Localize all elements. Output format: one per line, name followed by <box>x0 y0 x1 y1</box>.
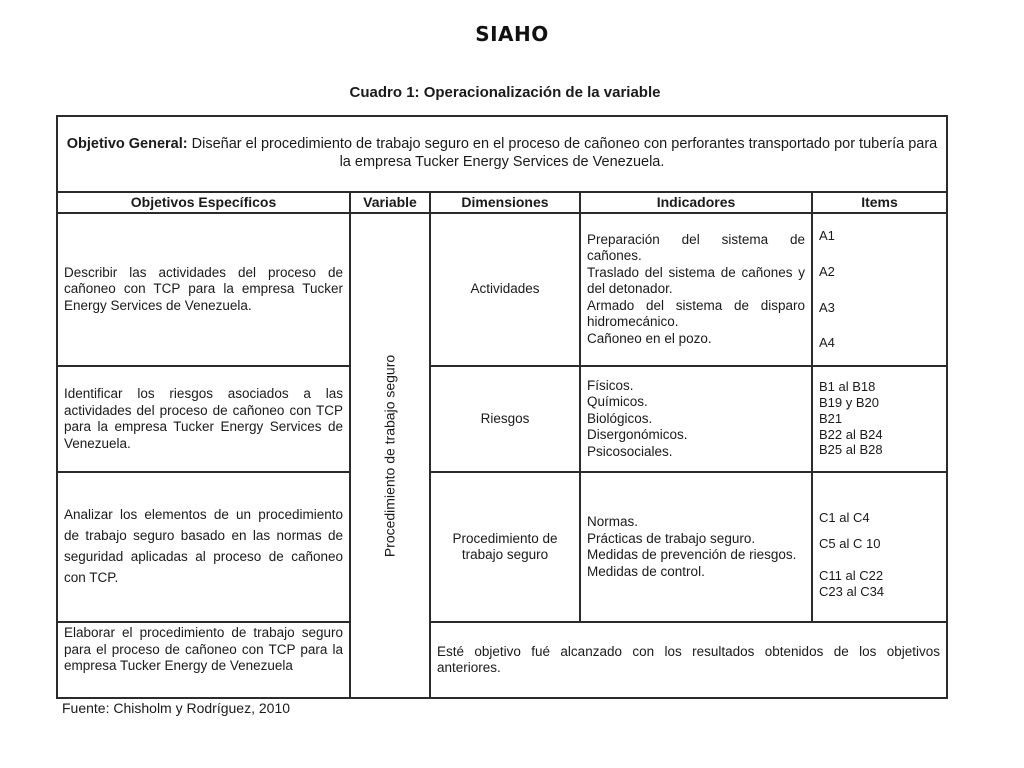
operationalization-table <box>56 115 948 699</box>
items-cell <box>812 213 947 366</box>
table-row <box>57 366 947 472</box>
indicator-item: Preparación del sistema de cañones. <box>587 231 805 264</box>
item-code: B21 <box>819 410 843 426</box>
specific-objective-cell: Describir las actividades del proceso de cañoneo con TCP para la empresa Tucker Energy Services de Venezuela. <box>57 213 350 366</box>
item-code: B19 y B20 <box>819 394 879 410</box>
dimension-cell: Riesgos <box>430 366 580 472</box>
table-row <box>57 622 947 698</box>
indicator-item: Disergonómicos. <box>587 427 688 443</box>
indicator-item: Biológicos. <box>587 410 653 426</box>
general-objective-label: Objetivo General: <box>66 136 188 153</box>
indicator-item: Medidas de prevención de riesgos. <box>587 547 797 563</box>
indicator-item: Cañoneo en el pozo. <box>587 330 712 346</box>
header-variable: Variable <box>350 192 430 213</box>
item-code: A3 <box>819 299 835 315</box>
variable-name: Procedimiento de trabajo seguro <box>381 354 398 557</box>
indicator-item: Prácticas de trabajo seguro. <box>587 530 756 546</box>
general-objective-row <box>57 116 947 192</box>
item-code: A4 <box>819 335 835 351</box>
specific-objective-cell: Elaborar el procedimiento de trabajo seguro para el proceso de cañoneo con TCP para la empresa Tucker Energy de Venezuela <box>57 622 350 698</box>
indicator-item: Armado del sistema de disparo hidromecánico. <box>587 297 805 330</box>
indicator-item: Normas. <box>587 514 639 530</box>
item-code: B25 al B28 <box>819 442 883 458</box>
header-row <box>57 192 947 213</box>
item-code: C1 al C4 <box>819 510 870 526</box>
specific-objective-cell: Identificar los riesgos asociados a las actividades del proceso de cañoneo con TCP para la empresa Tucker Energy Services de Venezuela. <box>57 366 350 472</box>
dimension-cell: Actividades <box>430 213 580 366</box>
item-code: A1 <box>819 227 835 243</box>
indicator-item: Medidas de control. <box>587 563 705 579</box>
indicator-item: Traslado del sistema de cañones y del detonador. <box>587 264 805 297</box>
item-code: C11 al C22 <box>819 568 884 584</box>
indicator-item: Físicos. <box>587 377 634 393</box>
specific-objective-cell: Analizar los elementos de un procedimiento de trabajo seguro basado en las normas de seguridad aplicadas al proceso de cañoneo con TCP. <box>57 472 350 622</box>
header-specific-objectives: Objetivos Específicos <box>57 192 350 213</box>
header-dimensions: Dimensiones <box>430 192 580 213</box>
indicator-item: Psicosociales. <box>587 443 673 459</box>
item-code: B1 al B18 <box>819 378 876 394</box>
item-code: C23 al C34 <box>819 583 885 599</box>
indicator-item: Químicos. <box>587 394 648 410</box>
table-row <box>57 472 947 622</box>
items-cell <box>812 366 947 472</box>
indicators-cell <box>580 366 812 472</box>
item-code: A2 <box>819 263 835 279</box>
dimension-cell: Procedimiento de trabajo seguro <box>430 472 580 622</box>
item-code: B22 al B24 <box>819 426 883 442</box>
source-note: Fuente: Chisholm y Rodríguez, 2010 <box>62 700 291 716</box>
final-note-cell: Esté objetivo fué alcanzado con los resultados obtenidos de los objetivos anteriores. <box>430 622 947 698</box>
header-indicators: Indicadores <box>580 192 812 213</box>
table-row <box>57 213 947 366</box>
general-objective-cell <box>57 116 947 192</box>
item-code: C5 al C 10 <box>819 536 881 552</box>
header-items: Items <box>812 192 947 213</box>
general-objective-text: Diseñar el procedimiento de trabajo seguro en el proceso de cañoneo con perforantes transportado por tubería para la empresa Tucker Energy Services de Venezuela. <box>187 136 938 170</box>
indicators-cell <box>580 472 812 622</box>
variable-cell <box>350 213 430 698</box>
indicators-cell <box>580 213 812 366</box>
slide-title: SIAHO <box>475 22 549 46</box>
table-caption: Cuadro 1: Operacionalización de la variable <box>349 84 661 101</box>
items-cell <box>812 472 947 622</box>
